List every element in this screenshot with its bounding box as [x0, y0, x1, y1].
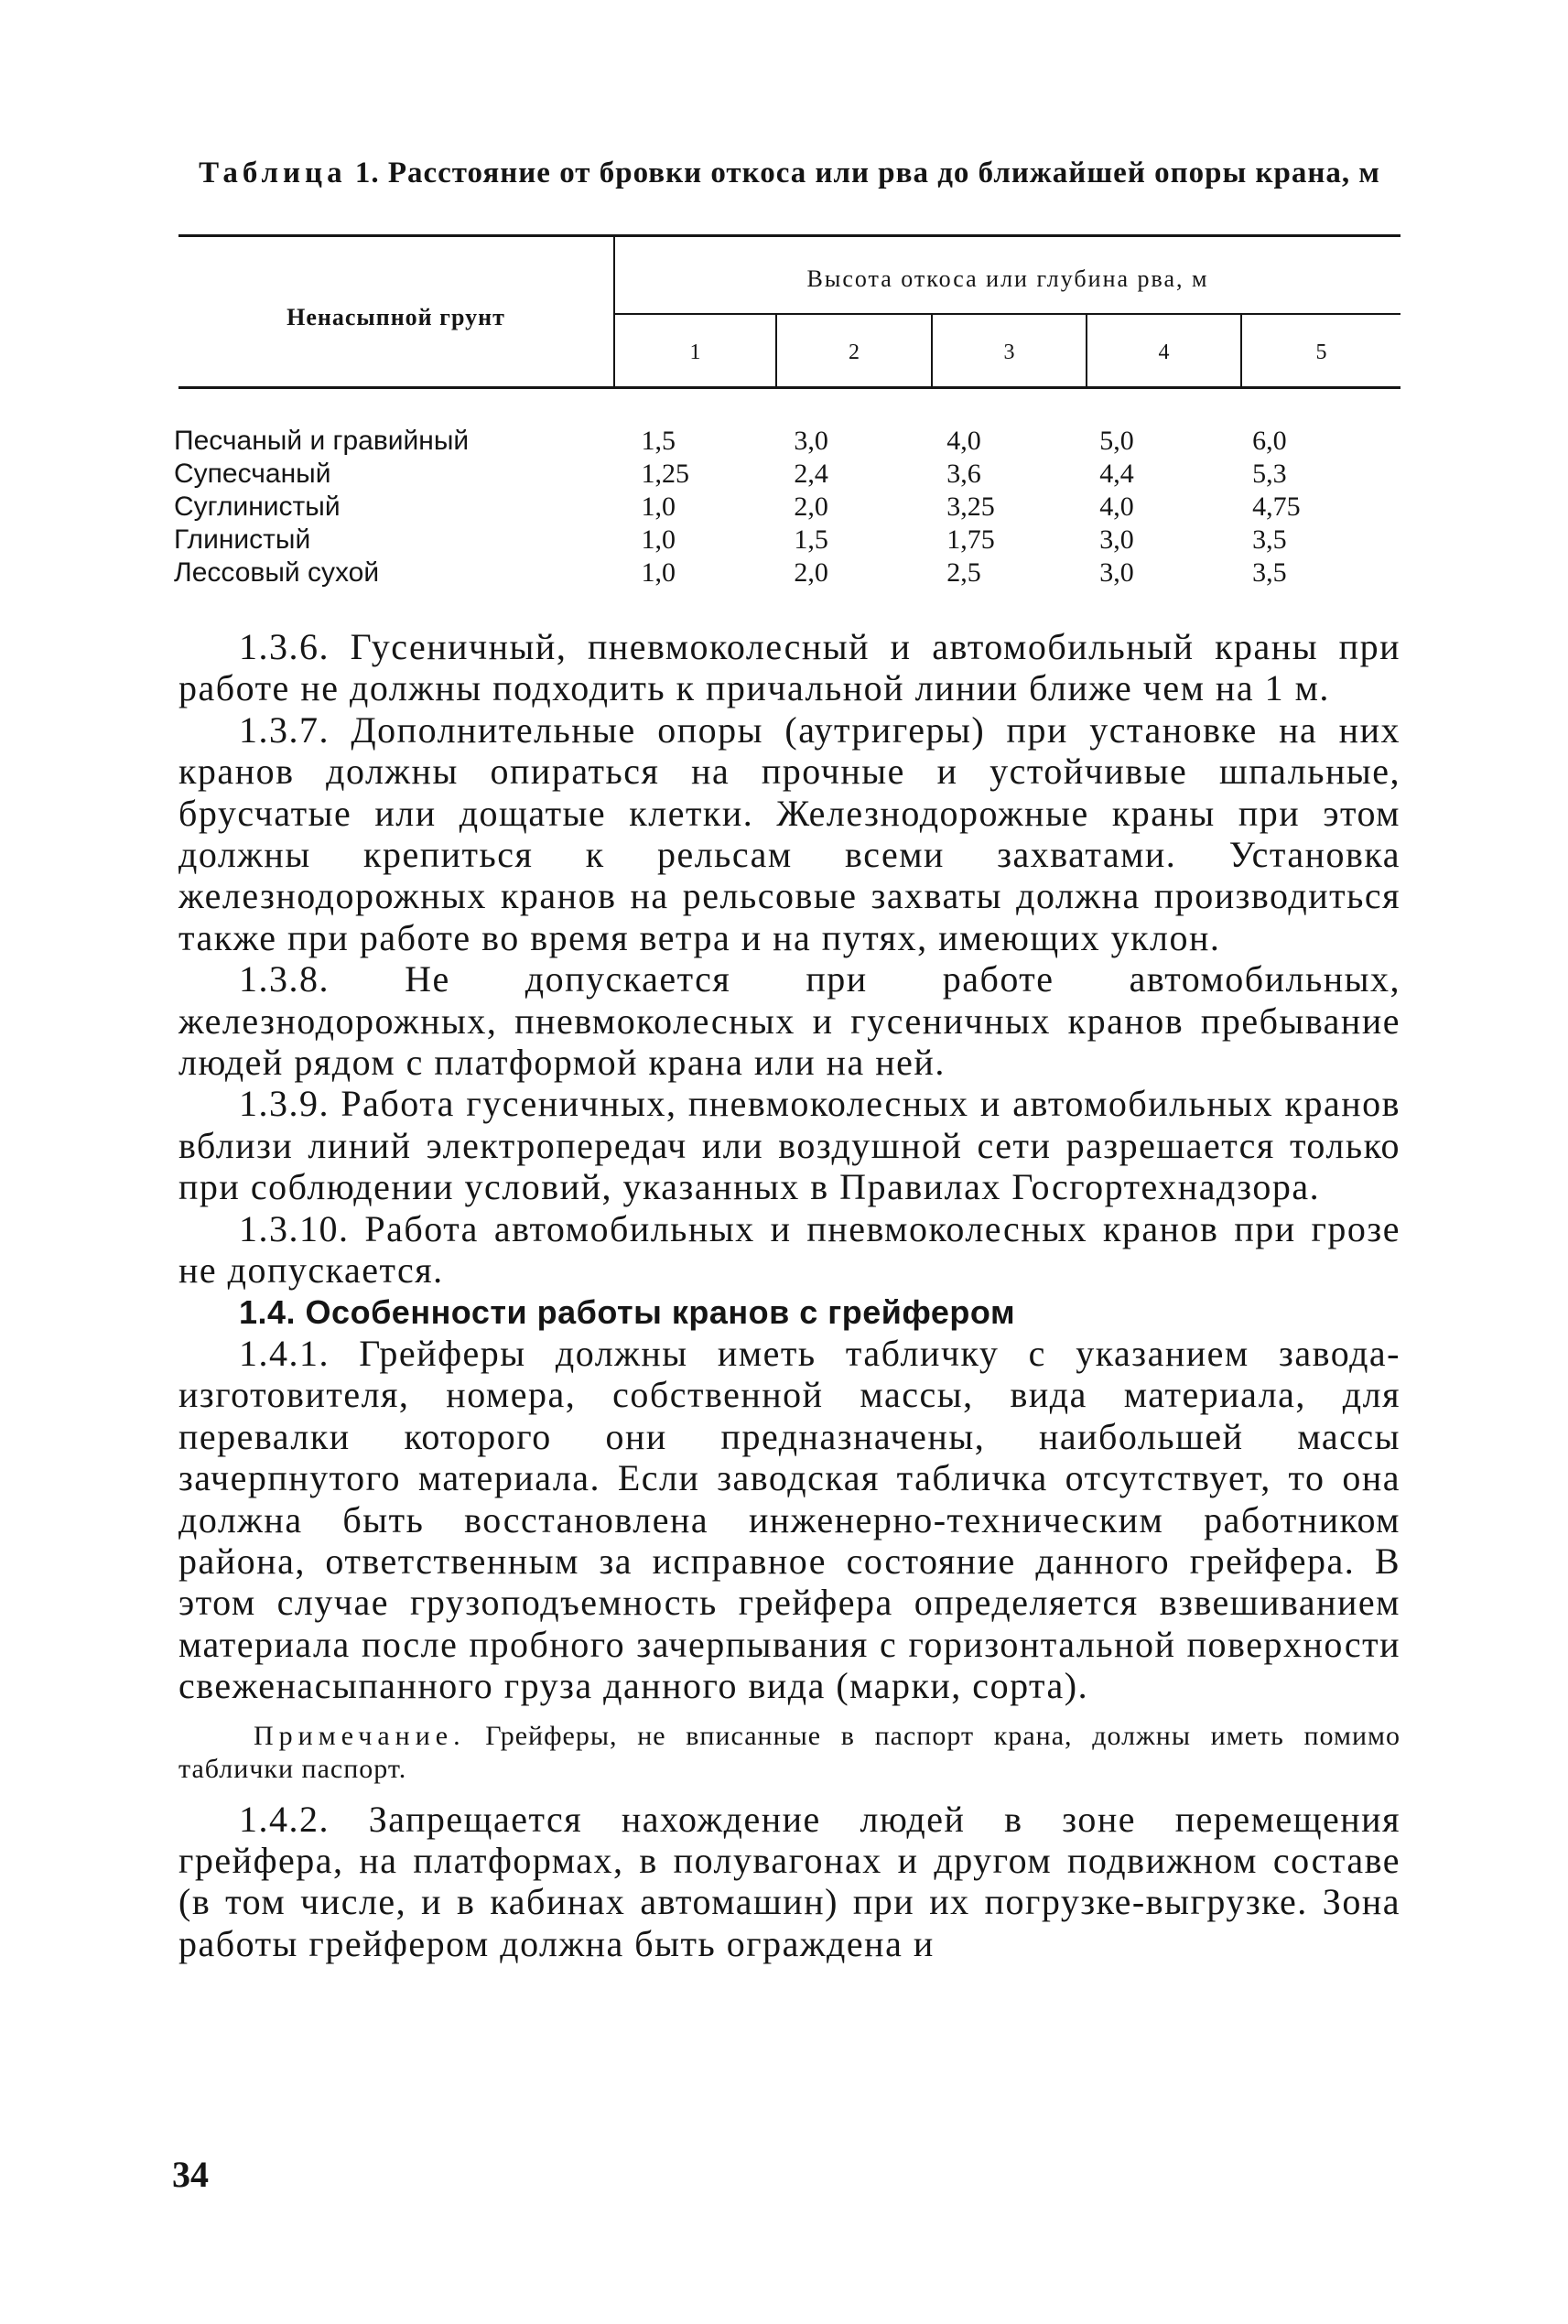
note	[178, 1720, 1400, 1786]
table-stub-header: Ненасыпной грунт	[287, 304, 505, 330]
table-body	[174, 425, 1405, 589]
table-column-header: 4	[1158, 340, 1170, 364]
table-cell: 1,5	[641, 426, 676, 456]
soil-name: Лессовый сухой	[174, 557, 380, 588]
table-cell: 2,4	[794, 459, 828, 489]
page-number: 34	[172, 2154, 209, 2195]
table-cell: 2,0	[794, 557, 828, 588]
table-row	[174, 524, 1405, 557]
table-cell: 1,0	[641, 557, 676, 588]
paragraph-1-3-6: 1.3.6. Гусеничный, пневмоколесный и автомобильный краны при работе не должны подходить к причальной линии ближе чем на 1 м.	[178, 626, 1400, 709]
table-cell: 3,5	[1252, 524, 1287, 555]
soil-name: Глинистый	[174, 524, 311, 555]
table-cell: 3,6	[946, 459, 981, 489]
soil-name: Песчаный и гравийный	[174, 426, 470, 456]
table-cell: 1,75	[946, 524, 995, 555]
table-column-header: 3	[1003, 340, 1015, 364]
table-cell: 3,25	[946, 492, 995, 522]
body-text	[178, 626, 1400, 1964]
table-span-header: Высота откоса или глубина рва, м	[806, 265, 1209, 292]
paragraph-1-4-2: 1.4.2. Запрещается нахождение людей в зоне перемещения грейфера, на платформах, в полувагонах и другом подвижном составе (в том числе, и в кабинах автомашин) при их погрузке-выгрузке. Зона работы грейфером должна быть ограждена и	[178, 1798, 1400, 1964]
table-cell: 5,0	[1099, 426, 1134, 456]
table-cell: 3,0	[794, 426, 828, 456]
table-cell: 2,0	[794, 492, 828, 522]
table-header-rule	[178, 386, 1400, 389]
soil-name: Суглинистый	[174, 492, 341, 522]
table-row	[174, 425, 1405, 458]
table-cell: 4,0	[1099, 492, 1134, 522]
paragraph-1-3-9: 1.3.9. Работа гусеничных, пневмоколесных и автомобильных кранов вблизи линий электропередач или воздушной сети разрешается только при соблюдении условий, указанных в Правилах Госгортехнадзора.	[178, 1083, 1400, 1208]
table-cell: 3,0	[1099, 524, 1134, 555]
paragraph-1-3-7: 1.3.7. Дополнительные опоры (аутригеры) при установке на них кранов должны опираться на прочные и устойчивые шпальные, брусчатые или дощатые клетки. Железнодорожные краны при этом должны крепиться к рельсам всеми захватами. Установка железнодорожных кранов на рельсовые захваты должна производиться также при работе во время ветра и на путях, имеющих уклон.	[178, 708, 1400, 958]
table-cell: 5,3	[1252, 459, 1287, 489]
table-column-header: 2	[849, 340, 860, 364]
table-caption-text: 1. Расстояние от бровки откоса или рва до ближайшей опоры крана, м	[346, 157, 1380, 189]
table-cell: 2,5	[946, 557, 981, 588]
paragraph-1-3-8: 1.3.8. Не допускается при работе автомобильных, железнодорожных, пневмоколесных и гусеничных кранов пребывание людей рядом с платформой крана или на ней.	[178, 958, 1400, 1084]
table-cell: 1,5	[794, 524, 828, 555]
note-text: Грейферы, не вписанные в паспорт крана, должны иметь помимо таблички паспорт.	[178, 1720, 1400, 1784]
table-row	[174, 458, 1405, 491]
table-cell: 3,0	[1099, 557, 1134, 588]
table-cell: 1,0	[641, 524, 676, 555]
table-row	[174, 557, 1405, 589]
table-caption-label: Таблица	[199, 157, 347, 189]
table-column-header: 1	[689, 340, 701, 364]
table-cell: 6,0	[1252, 426, 1287, 456]
table-row	[174, 491, 1405, 524]
paragraph-1-3-10: 1.3.10. Работа автомобильных и пневмоколесных кранов при грозе не допускается.	[178, 1207, 1400, 1292]
table-cell: 4,4	[1099, 459, 1134, 489]
table-column-header: 5	[1315, 340, 1327, 364]
table-caption	[178, 154, 1400, 192]
note-label: Примечание.	[254, 1720, 466, 1751]
table-top-rule	[178, 234, 1400, 237]
section-heading-1-4: 1.4. Особенности работы кранов с грейфером	[239, 1292, 1016, 1331]
paragraph-1-4-1: 1.4.1. Грейферы должны иметь табличку с указанием завода-изготовителя, номера, собственной массы, вида материала, для перевалки которого они предназначены, наибольшей массы зачерпнутого материала. Если заводская табличка отсутствует, то она должна быть восстановлена инженерно-техническим работником района, ответственным за исправное состояние данного грейфера. В этом случае грузоподъемность грейфера определяется взвешиванием материала после пробного зачерпывания с горизонтальной поверхности свеженасыпанного груза данного вида (марки, сорта).	[178, 1332, 1400, 1707]
table-cell: 4,0	[946, 426, 981, 456]
table-cell: 4,75	[1252, 492, 1301, 522]
table-cell: 1,25	[641, 459, 690, 489]
table-cell: 3,5	[1252, 557, 1287, 588]
table-subheader-rule	[615, 313, 1400, 315]
table-cell: 1,0	[641, 492, 676, 522]
soil-name: Супесчаный	[174, 459, 331, 489]
